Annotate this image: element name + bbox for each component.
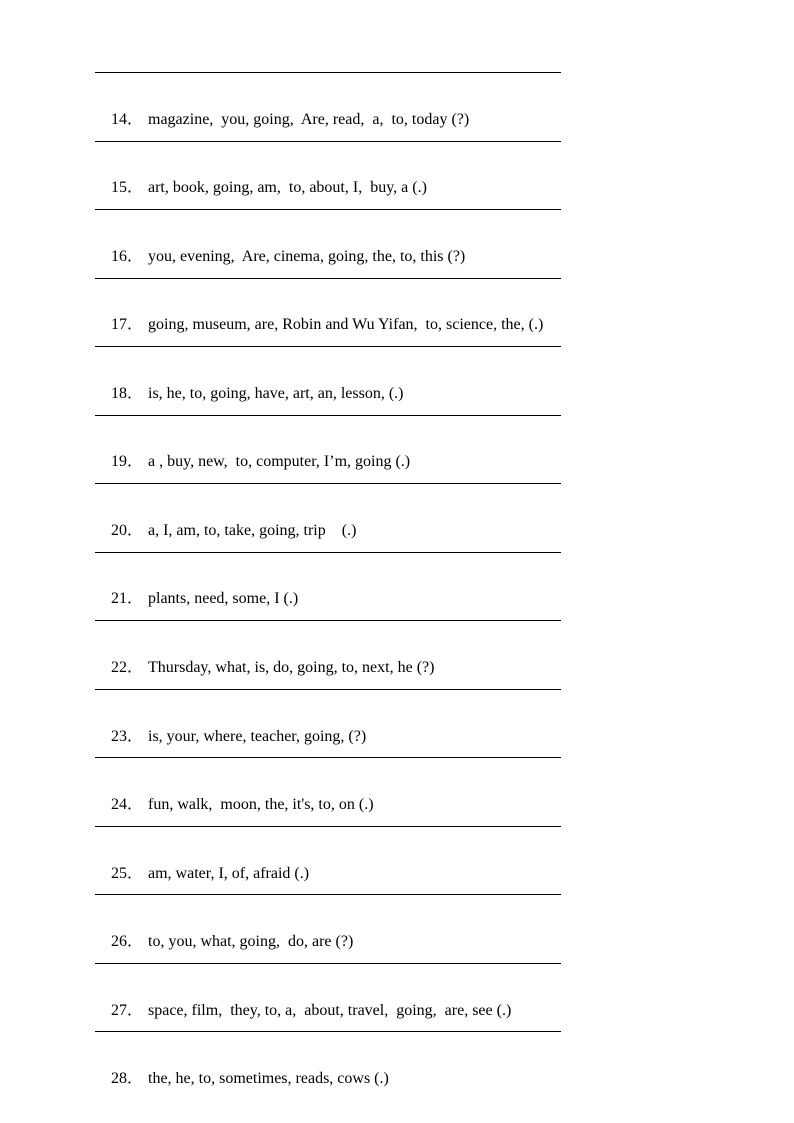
- question-item: [95, 978, 512, 1019]
- question-number: 19．: [111, 453, 144, 470]
- answer-line: [95, 689, 561, 690]
- question-text: the, he, to, sometimes, reads, cows (.): [148, 1070, 389, 1087]
- question-text: art, book, going, am, to, about, I, buy, a (.): [148, 179, 427, 196]
- question-number: 27．: [111, 1002, 144, 1019]
- question-text: a, I, am, to, take, going, trip (.): [148, 522, 357, 539]
- question-item: [95, 429, 411, 470]
- question-item: [95, 155, 427, 196]
- question-text: a , buy, new, to, computer, I’m, going (.): [148, 453, 411, 470]
- question-text: magazine, you, going, Are, read, a, to, today (?): [148, 111, 470, 128]
- answer-line: [95, 826, 561, 827]
- answer-line: [95, 1031, 561, 1032]
- answer-line: [95, 963, 561, 964]
- question-number: 28．: [111, 1070, 144, 1087]
- question-number: 22．: [111, 659, 144, 676]
- answer-line: [95, 415, 561, 416]
- question-text: Thursday, what, is, do, going, to, next, he (?): [148, 659, 435, 676]
- answer-line: [95, 552, 561, 553]
- question-item: [95, 566, 299, 607]
- question-text: is, he, to, going, have, art, an, lesson, (.): [148, 385, 404, 402]
- question-number: 23．: [111, 728, 144, 745]
- question-text: you, evening, Are, cinema, going, the, to, this (?): [148, 248, 466, 265]
- question-number: 18．: [111, 385, 144, 402]
- answer-line: [95, 620, 561, 621]
- question-item: [95, 292, 544, 333]
- answer-line: [95, 209, 561, 210]
- question-item: [95, 841, 310, 882]
- question-text: space, film, they, to, a, about, travel, going, are, see (.): [148, 1002, 512, 1019]
- question-number: 25．: [111, 865, 144, 882]
- question-item: [95, 909, 354, 950]
- question-number: 15．: [111, 179, 144, 196]
- answer-line: [95, 346, 561, 347]
- question-item: [95, 498, 357, 539]
- answer-line: [95, 72, 561, 73]
- question-number: 17．: [111, 316, 144, 333]
- question-item: [95, 704, 367, 745]
- question-item: [95, 635, 435, 676]
- question-number: 24．: [111, 796, 144, 813]
- answer-line: [95, 483, 561, 484]
- question-text: going, museum, are, Robin and Wu Yifan, to, science, the, (.): [148, 316, 544, 333]
- question-item: [95, 772, 374, 813]
- question-text: plants, need, some, I (.): [148, 590, 299, 607]
- question-text: fun, walk, moon, the, it's, to, on (.): [148, 796, 374, 813]
- question-item: [95, 361, 404, 402]
- answer-line: [95, 757, 561, 758]
- question-number: 26．: [111, 933, 144, 950]
- question-text: to, you, what, going, do, are (?): [148, 933, 354, 950]
- question-number: 20．: [111, 522, 144, 539]
- answer-line: [95, 141, 561, 142]
- question-item: [95, 1046, 389, 1087]
- question-number: 21．: [111, 590, 144, 607]
- question-text: am, water, I, of, afraid (.): [148, 865, 310, 882]
- question-item: [95, 224, 466, 265]
- answer-line: [95, 894, 561, 895]
- question-text: is, your, where, teacher, going, (?): [148, 728, 367, 745]
- question-item: [95, 87, 470, 128]
- question-number: 16．: [111, 248, 144, 265]
- answer-line: [95, 278, 561, 279]
- question-number: 14．: [111, 111, 144, 128]
